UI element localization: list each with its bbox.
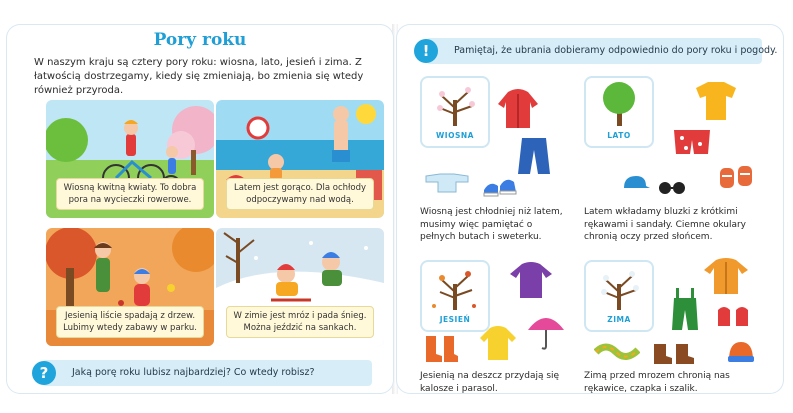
scene-caption: Latem jest gorąco. Dla ochłody odpoczywamy nad wodą. xyxy=(226,178,374,210)
winter-tree-icon xyxy=(586,262,652,312)
long-sleeve-shirt-icon xyxy=(424,172,470,198)
scene-caption: Jesienią liście spadają z drzew. Lubimy wtedy zabawy w parku. xyxy=(56,306,204,338)
sunglasses-icon xyxy=(658,180,686,199)
winter-boots-icon xyxy=(652,342,696,370)
yellow-tshirt-icon xyxy=(692,80,740,126)
raincoat-icon xyxy=(508,260,554,304)
umbrella-icon xyxy=(526,312,566,354)
season-card-winter xyxy=(584,260,654,332)
cap-icon xyxy=(622,174,652,196)
rubber-boots-icon xyxy=(424,334,460,368)
spring-scene xyxy=(46,100,214,218)
winter-scene xyxy=(216,228,384,346)
scene-caption: Wiosną kwitną kwiaty. To dobra pora na wycieczki rowerowe. xyxy=(56,178,204,210)
left-page xyxy=(6,24,394,394)
season-label: ZIMA xyxy=(607,315,631,324)
season-text-summer: Latem wkładamy bluzki z krótkimi rękawami i sandały. Ciemne okulary chronią oczy przed słońcem. xyxy=(584,207,747,242)
snow-pants-icon xyxy=(670,286,700,336)
red-jacket-icon xyxy=(496,86,540,134)
winter-jacket-icon xyxy=(702,258,750,300)
season-label: LATO xyxy=(607,131,631,140)
season-card-summer xyxy=(584,76,654,148)
season-text-winter: Zimą przed mrozem chronią nas rękawice, czapka i szalik. xyxy=(584,371,730,394)
sneakers-icon xyxy=(482,176,518,202)
note-text: Pamiętaj, że ubrania dobieramy odpowiednio do pory roku i pogody. xyxy=(454,45,778,56)
shorts-icon xyxy=(672,128,712,160)
mittens-icon xyxy=(714,304,754,334)
spring-tree-icon xyxy=(422,78,488,128)
page-title: Pory roku xyxy=(153,30,247,50)
yellow-raincoat-icon xyxy=(478,326,518,366)
winter-hat-icon xyxy=(726,338,756,368)
scene-caption: W zimie jest mróz i pada śnieg. Można jeździć na sankach. xyxy=(226,306,374,338)
season-card-autumn xyxy=(420,260,490,332)
summer-scene xyxy=(216,100,384,218)
season-card-spring xyxy=(420,76,490,148)
question-box xyxy=(42,360,372,386)
exclamation-icon: ! xyxy=(414,39,438,63)
question-mark-icon: ? xyxy=(32,361,56,385)
season-label: JESIEŃ xyxy=(439,315,471,324)
note-box xyxy=(426,38,778,64)
right-page xyxy=(396,24,784,394)
intro-text: W naszym kraju są cztery pory roku: wiosna, lato, jesień i zima. Z łatwością dostrzegamy, kiedy się zmieniają, bo zmienia się wtedy również przyroda. xyxy=(34,57,364,96)
season-text-autumn: Jesienią na deszcz przydają się kalosze i parasol. xyxy=(420,371,560,394)
sandals-icon xyxy=(718,164,754,194)
autumn-scene xyxy=(46,228,214,346)
season-label: WIOSNA xyxy=(436,131,474,140)
scarf-icon xyxy=(594,340,640,368)
autumn-tree-icon xyxy=(422,262,488,312)
season-text-spring: Wiosną jest chłodniej niż latem, musimy więc pamiętać o pełnych butach i sweterku. xyxy=(420,207,563,242)
summer-tree-icon xyxy=(586,78,652,128)
question-text: Jaką porę roku lubisz najbardziej? Co wtedy robisz? xyxy=(72,367,315,378)
jeans-icon xyxy=(516,136,552,180)
